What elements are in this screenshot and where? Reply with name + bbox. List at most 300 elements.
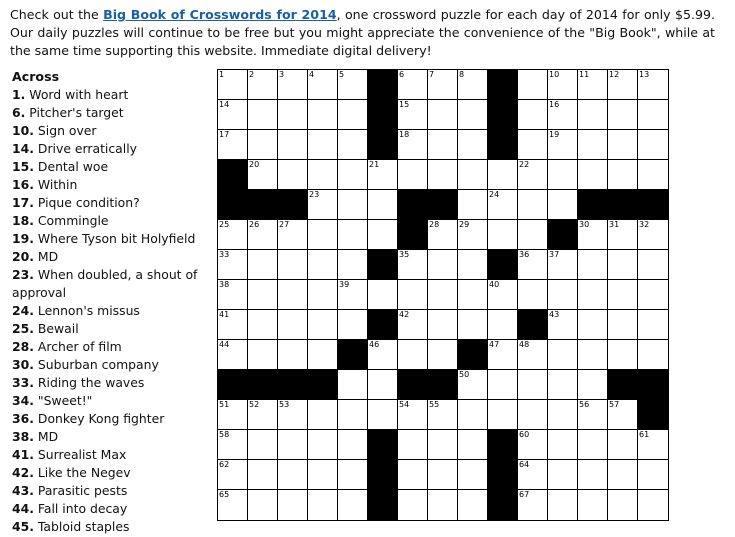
grid-cell[interactable] [218, 220, 248, 250]
black-square [368, 70, 398, 100]
grid-cell[interactable] [518, 160, 548, 190]
grid-cell[interactable] [578, 160, 608, 190]
clue-text: Commingle [37, 213, 109, 228]
grid-cell[interactable] [218, 490, 248, 520]
grid-cell[interactable] [338, 430, 368, 460]
grid-cell[interactable] [368, 160, 398, 190]
cell-number: 58 [219, 430, 230, 439]
grid-cell[interactable] [218, 430, 248, 460]
grid-cell[interactable] [368, 190, 398, 220]
grid-cell[interactable] [218, 310, 248, 340]
grid-cell[interactable] [248, 430, 278, 460]
grid-cell[interactable] [248, 490, 278, 520]
grid-cell[interactable] [638, 160, 668, 190]
grid-cell[interactable] [218, 100, 248, 130]
cell-number: 4 [309, 70, 315, 79]
grid-cell[interactable] [548, 310, 578, 340]
grid-cell[interactable] [578, 70, 608, 100]
black-square [488, 490, 518, 520]
grid-cell[interactable] [578, 340, 608, 370]
grid-cell[interactable] [578, 220, 608, 250]
grid-cell[interactable] [428, 100, 458, 130]
across-clue[interactable] [12, 482, 202, 500]
grid-cell[interactable] [398, 340, 428, 370]
grid-cell[interactable] [608, 100, 638, 130]
cell-number: 41 [219, 310, 230, 319]
grid-cell[interactable] [608, 460, 638, 490]
grid-cell[interactable] [638, 220, 668, 250]
grid-cell[interactable] [248, 280, 278, 310]
across-clue[interactable] [12, 374, 202, 392]
grid-cell[interactable] [488, 340, 518, 370]
grid-cell[interactable] [458, 310, 488, 340]
across-clue[interactable] [12, 140, 202, 158]
grid-cell[interactable] [278, 490, 308, 520]
clue-text: Drive erratically [37, 141, 137, 156]
cell-number: 16 [549, 100, 560, 109]
grid-cell[interactable] [578, 130, 608, 160]
black-square [248, 370, 278, 400]
grid-cell[interactable] [638, 430, 668, 460]
grid-cell[interactable] [548, 340, 578, 370]
clue-number: 36. [12, 411, 34, 426]
cell-number: 18 [399, 130, 410, 139]
cell-number: 31 [609, 220, 620, 229]
across-clue[interactable] [12, 176, 202, 194]
grid-cell[interactable] [368, 340, 398, 370]
grid-cell[interactable] [638, 460, 668, 490]
across-clue[interactable] [12, 518, 202, 536]
cell-number: 1 [219, 70, 225, 79]
grid-cell[interactable] [368, 400, 398, 430]
grid-cell[interactable] [308, 460, 338, 490]
black-square [338, 340, 368, 370]
black-square [608, 370, 638, 400]
cell-number: 50 [459, 370, 470, 379]
grid-cell[interactable] [338, 100, 368, 130]
grid-cell[interactable] [578, 400, 608, 430]
grid-cell[interactable] [608, 130, 638, 160]
grid-cell[interactable] [458, 100, 488, 130]
grid-cell[interactable] [338, 310, 368, 340]
grid-cell[interactable] [548, 100, 578, 130]
grid-cell[interactable] [248, 310, 278, 340]
black-square [578, 190, 608, 220]
black-square [518, 310, 548, 340]
grid-cell[interactable] [278, 280, 308, 310]
grid-cell[interactable] [548, 460, 578, 490]
cell-number: 47 [489, 340, 500, 349]
grid-cell[interactable] [338, 130, 368, 160]
grid-cell[interactable] [368, 280, 398, 310]
grid-cell[interactable] [398, 70, 428, 100]
grid-cell[interactable] [518, 400, 548, 430]
grid-cell[interactable] [248, 100, 278, 130]
cell-number: 38 [219, 280, 230, 289]
grid-cell[interactable] [398, 280, 428, 310]
cell-number: 64 [519, 460, 530, 469]
grid-cell[interactable] [248, 340, 278, 370]
grid-cell[interactable] [428, 400, 458, 430]
grid-cell[interactable] [578, 370, 608, 400]
grid-cell[interactable] [608, 70, 638, 100]
clue-text: Dental woe [37, 159, 109, 174]
clue-number: 15. [12, 159, 34, 174]
grid-cell[interactable] [398, 130, 428, 160]
grid-cell[interactable] [488, 160, 518, 190]
grid-cell[interactable] [458, 370, 488, 400]
grid-cell[interactable] [308, 280, 338, 310]
black-square [368, 490, 398, 520]
grid-cell[interactable] [308, 400, 338, 430]
across-clue[interactable] [12, 194, 202, 212]
grid-cell[interactable] [398, 400, 428, 430]
grid-cell[interactable] [428, 130, 458, 160]
cell-number: 39 [339, 280, 350, 289]
grid-cell[interactable] [218, 400, 248, 430]
black-square [218, 370, 248, 400]
grid-cell[interactable] [338, 370, 368, 400]
grid-cell[interactable] [278, 340, 308, 370]
grid-cell[interactable] [458, 280, 488, 310]
grid-cell[interactable] [308, 340, 338, 370]
cell-number: 23 [309, 190, 320, 199]
grid-cell[interactable] [578, 460, 608, 490]
grid-cell[interactable] [338, 280, 368, 310]
cell-number: 67 [519, 490, 530, 499]
cell-number: 65 [219, 490, 230, 499]
black-square [638, 400, 668, 430]
grid-cell[interactable] [278, 430, 308, 460]
grid-cell[interactable] [398, 160, 428, 190]
grid-cell[interactable] [368, 220, 398, 250]
grid-cell[interactable] [398, 490, 428, 520]
grid-cell[interactable] [428, 490, 458, 520]
cell-number: 10 [549, 70, 560, 79]
grid-cell[interactable] [428, 340, 458, 370]
black-square [548, 220, 578, 250]
clue-number: 10. [12, 123, 34, 138]
grid-cell[interactable] [218, 130, 248, 160]
grid-cell[interactable] [308, 190, 338, 220]
grid-cell[interactable] [428, 430, 458, 460]
black-square [488, 430, 518, 460]
clue-number: 6. [12, 105, 26, 120]
grid-cell[interactable] [338, 400, 368, 430]
grid-cell[interactable] [638, 70, 668, 100]
grid-cell[interactable] [278, 250, 308, 280]
grid-cell[interactable] [638, 310, 668, 340]
grid-cell[interactable] [578, 310, 608, 340]
across-clue[interactable] [12, 248, 202, 266]
across-clue[interactable] [12, 104, 202, 122]
grid-cell[interactable] [428, 220, 458, 250]
black-square [368, 460, 398, 490]
grid-cell[interactable] [428, 160, 458, 190]
grid-cell[interactable] [218, 460, 248, 490]
cell-number: 24 [489, 190, 500, 199]
cell-number: 33 [219, 250, 230, 259]
across-clue[interactable] [12, 212, 202, 230]
clue-text: Surrealist Max [37, 447, 127, 462]
grid-cell[interactable] [638, 100, 668, 130]
grid-cell[interactable] [248, 460, 278, 490]
grid-cell[interactable] [548, 70, 578, 100]
grid-cell[interactable] [278, 220, 308, 250]
grid-cell[interactable] [308, 160, 338, 190]
grid-cell[interactable] [608, 490, 638, 520]
clue-text: Parasitic pests [37, 483, 128, 498]
grid-cell[interactable] [248, 220, 278, 250]
clue-text: Pitcher's target [29, 105, 124, 120]
grid-cell[interactable] [338, 220, 368, 250]
across-clue[interactable] [12, 500, 202, 518]
grid-cell[interactable] [548, 250, 578, 280]
cell-number: 32 [639, 220, 650, 229]
across-clue[interactable] [12, 392, 202, 410]
grid-cell[interactable] [488, 370, 518, 400]
big-book-link[interactable]: Big Book of Crosswords for 2014 [103, 7, 337, 22]
clue-number: 1. [12, 87, 26, 102]
cell-number: 36 [519, 250, 530, 259]
grid-cell[interactable] [488, 220, 518, 250]
grid-cell[interactable] [638, 130, 668, 160]
promo-body: , one crossword puzzle for each day of 2014 for only $5.99. Our daily puzzles will continue to be free but you might appreciate the convenience of the "Big Book", while at the same time supporting this website. Immediate digital delivery! [10, 7, 715, 58]
grid-cell[interactable] [428, 70, 458, 100]
grid-cell[interactable] [608, 220, 638, 250]
grid-cell[interactable] [218, 340, 248, 370]
grid-cell[interactable] [338, 70, 368, 100]
cell-number: 55 [429, 400, 440, 409]
grid-cell[interactable] [218, 280, 248, 310]
grid-cell[interactable] [458, 190, 488, 220]
grid-cell[interactable] [608, 400, 638, 430]
grid-cell[interactable] [428, 280, 458, 310]
grid-cell[interactable] [278, 460, 308, 490]
grid-cell[interactable] [518, 490, 548, 520]
grid-cell[interactable] [638, 490, 668, 520]
grid-cell[interactable] [248, 130, 278, 160]
cell-number: 20 [249, 160, 260, 169]
grid-cell[interactable] [398, 250, 428, 280]
grid-cell[interactable] [308, 130, 338, 160]
grid-cell[interactable] [608, 280, 638, 310]
grid-cell[interactable] [578, 490, 608, 520]
grid-cell[interactable] [278, 160, 308, 190]
grid-cell[interactable] [458, 490, 488, 520]
cell-number: 30 [579, 220, 590, 229]
black-square [488, 70, 518, 100]
clue-text: When doubled, a shout of approval [12, 267, 198, 300]
across-clue[interactable] [12, 356, 202, 374]
grid-cell[interactable] [248, 250, 278, 280]
across-clue[interactable] [12, 302, 202, 320]
grid-cell[interactable] [578, 430, 608, 460]
black-square [488, 130, 518, 160]
grid-cell[interactable] [518, 460, 548, 490]
clue-text: Archer of film [37, 339, 122, 354]
grid-cell[interactable] [578, 280, 608, 310]
cell-number: 12 [609, 70, 620, 79]
grid-cell[interactable] [548, 400, 578, 430]
grid-cell[interactable] [248, 160, 278, 190]
grid-cell[interactable] [518, 370, 548, 400]
grid-cell[interactable] [518, 100, 548, 130]
black-square [308, 370, 338, 400]
grid-cell[interactable] [518, 70, 548, 100]
grid-cell[interactable] [578, 100, 608, 130]
across-clue[interactable] [12, 122, 202, 140]
cell-number: 26 [249, 220, 260, 229]
grid-cell[interactable] [488, 280, 518, 310]
grid-cell[interactable] [398, 100, 428, 130]
grid-cell[interactable] [458, 70, 488, 100]
grid-cell[interactable] [338, 250, 368, 280]
grid-cell[interactable] [338, 490, 368, 520]
cell-number: 35 [399, 250, 410, 259]
grid-cell[interactable] [458, 250, 488, 280]
grid-cell[interactable] [278, 400, 308, 430]
grid-cell[interactable] [458, 400, 488, 430]
grid-cell[interactable] [518, 190, 548, 220]
grid-cell[interactable] [518, 130, 548, 160]
black-square [368, 100, 398, 130]
black-square [608, 190, 638, 220]
grid-cell[interactable] [248, 400, 278, 430]
grid-cell[interactable] [218, 70, 248, 100]
black-square [368, 310, 398, 340]
grid-cell[interactable] [428, 250, 458, 280]
cell-number: 27 [279, 220, 290, 229]
cell-number: 13 [639, 70, 650, 79]
grid-cell[interactable] [308, 310, 338, 340]
grid-cell[interactable] [428, 310, 458, 340]
grid-cell[interactable] [518, 430, 548, 460]
grid-cell[interactable] [368, 370, 398, 400]
cell-number: 51 [219, 400, 230, 409]
clue-number: 20. [12, 249, 34, 264]
grid-cell[interactable] [308, 100, 338, 130]
grid-cell[interactable] [608, 250, 638, 280]
grid-cell[interactable] [308, 70, 338, 100]
grid-cell[interactable] [548, 160, 578, 190]
black-square [488, 460, 518, 490]
across-clue[interactable] [12, 464, 202, 482]
cell-number: 6 [399, 70, 405, 79]
grid-cell[interactable] [548, 130, 578, 160]
grid-cell[interactable] [308, 490, 338, 520]
grid-cell[interactable] [518, 280, 548, 310]
cell-number: 22 [519, 160, 530, 169]
grid-cell[interactable] [578, 250, 608, 280]
cell-number: 2 [249, 70, 255, 79]
grid-cell[interactable] [608, 430, 638, 460]
grid-cell[interactable] [458, 130, 488, 160]
across-clue[interactable] [12, 86, 202, 104]
grid-cell[interactable] [278, 70, 308, 100]
grid-cell[interactable] [608, 340, 638, 370]
grid-cell[interactable] [488, 190, 518, 220]
across-clue[interactable] [12, 428, 202, 446]
grid-cell[interactable] [278, 100, 308, 130]
grid-cell[interactable] [308, 250, 338, 280]
grid-cell[interactable] [458, 220, 488, 250]
clue-number: 24. [12, 303, 34, 318]
across-clue[interactable] [12, 266, 202, 302]
grid-cell[interactable] [458, 460, 488, 490]
grid-cell[interactable] [398, 460, 428, 490]
across-clue[interactable] [12, 446, 202, 464]
black-square [428, 370, 458, 400]
across-clue[interactable] [12, 158, 202, 176]
grid-cell[interactable] [518, 220, 548, 250]
across-clue[interactable] [12, 338, 202, 356]
clue-number: 18. [12, 213, 34, 228]
grid-cell[interactable] [278, 310, 308, 340]
grid-cell[interactable] [638, 280, 668, 310]
grid-cell[interactable] [338, 460, 368, 490]
grid-cell[interactable] [488, 310, 518, 340]
black-square [368, 430, 398, 460]
cell-number: 14 [219, 100, 230, 109]
grid-cell[interactable] [398, 430, 428, 460]
grid-cell[interactable] [308, 220, 338, 250]
grid-cell[interactable] [548, 370, 578, 400]
grid-cell[interactable] [338, 190, 368, 220]
grid-cell[interactable] [458, 160, 488, 190]
grid-cell[interactable] [638, 340, 668, 370]
across-clue[interactable] [12, 320, 202, 338]
grid-cell[interactable] [458, 430, 488, 460]
across-clue[interactable] [12, 410, 202, 428]
grid-cell[interactable] [308, 430, 338, 460]
black-square [368, 250, 398, 280]
clue-number: 19. [12, 231, 34, 246]
grid-cell[interactable] [608, 160, 638, 190]
cell-number: 54 [399, 400, 410, 409]
grid-cell[interactable] [428, 460, 458, 490]
cell-number: 40 [489, 280, 500, 289]
clue-text: MD [37, 249, 59, 264]
across-clue[interactable] [12, 230, 202, 248]
cell-number: 62 [219, 460, 230, 469]
cell-number: 61 [639, 430, 650, 439]
grid-cell[interactable] [518, 340, 548, 370]
grid-cell[interactable] [548, 190, 578, 220]
cell-number: 3 [279, 70, 285, 79]
grid-cell[interactable] [248, 70, 278, 100]
grid-cell[interactable] [338, 160, 368, 190]
grid-cell[interactable] [488, 400, 518, 430]
grid-cell[interactable] [278, 130, 308, 160]
black-square [458, 340, 488, 370]
grid-cell[interactable] [548, 430, 578, 460]
clue-text: Donkey Kong fighter [37, 411, 165, 426]
cell-number: 46 [369, 340, 380, 349]
grid-cell[interactable] [548, 280, 578, 310]
clue-text: Tabloid staples [37, 519, 130, 534]
grid-cell[interactable] [398, 310, 428, 340]
cell-number: 53 [279, 400, 290, 409]
grid-cell[interactable] [518, 250, 548, 280]
clue-text: Word with heart [29, 87, 129, 102]
grid-cell[interactable] [218, 250, 248, 280]
cell-number: 29 [459, 220, 470, 229]
grid-cell[interactable] [608, 310, 638, 340]
grid-cell[interactable] [548, 490, 578, 520]
grid-cell[interactable] [638, 250, 668, 280]
clue-text: Sign over [37, 123, 97, 138]
